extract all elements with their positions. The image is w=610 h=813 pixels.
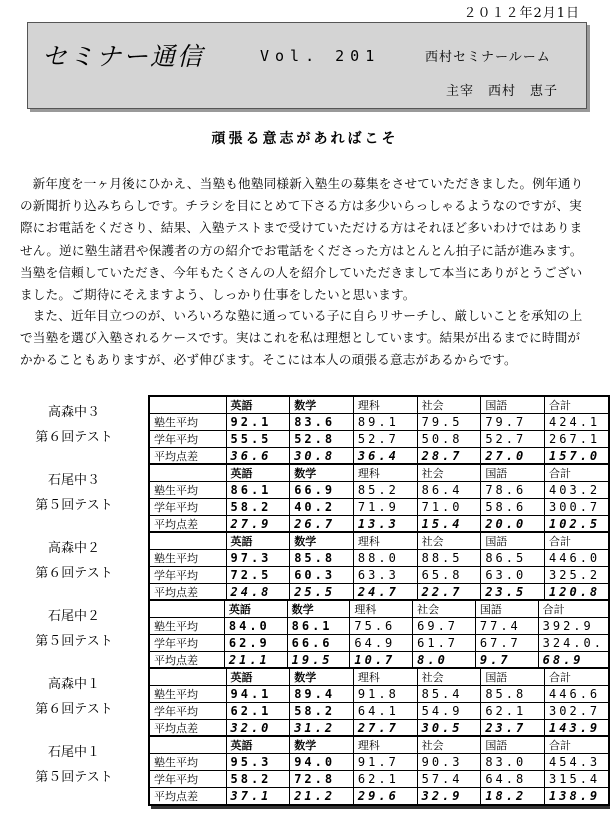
- table-header-row: [149, 600, 609, 618]
- column-header: 合計: [545, 464, 609, 482]
- test-name: 第５回テスト: [35, 634, 113, 649]
- score-cell: 32.0: [226, 720, 290, 738]
- score-cell: 64.1: [353, 703, 417, 720]
- table-corner-cell: [149, 736, 226, 754]
- score-cell: 83.0: [481, 754, 545, 771]
- school-name: 高森中１: [47, 677, 100, 692]
- score-cell: 79.5: [417, 414, 481, 431]
- column-header: 国語: [481, 532, 545, 550]
- score-cell: 22.7: [417, 584, 481, 602]
- score-cell: 90.3: [417, 754, 481, 771]
- score-cell: 62.1: [481, 703, 545, 720]
- score-cell: 325.2: [545, 567, 609, 584]
- score-table: [148, 667, 610, 738]
- score-group: [0, 531, 610, 603]
- score-cell: 57.4: [417, 771, 481, 788]
- score-cell: 37.1: [226, 788, 290, 806]
- score-cell: 63.0: [481, 567, 545, 584]
- score-cell: 91.7: [353, 754, 417, 771]
- row-label: 塾生平均: [149, 414, 226, 431]
- score-cell: 83.6: [290, 414, 354, 431]
- score-cell: 36.4: [353, 448, 417, 466]
- column-header: 合計: [538, 600, 609, 618]
- column-header: 合計: [545, 396, 609, 414]
- school-name: 石尾中２: [47, 609, 100, 624]
- column-header: 理科: [353, 464, 417, 482]
- score-cell: 89.4: [290, 686, 354, 703]
- score-cell: 267.1: [545, 431, 609, 448]
- score-cell: 88.5: [417, 550, 481, 567]
- row-label: 平均点差: [149, 720, 226, 738]
- score-cell: 30.8: [290, 448, 354, 466]
- score-cell: 27.0: [481, 448, 545, 466]
- score-cell: 50.8: [417, 431, 481, 448]
- score-group: [0, 599, 610, 671]
- row-label: 塾生平均: [149, 686, 226, 703]
- column-header: 英語: [226, 464, 290, 482]
- score-table: [148, 463, 610, 534]
- score-group: [0, 463, 610, 535]
- table-row: [149, 482, 609, 499]
- score-cell: 77.4: [475, 618, 538, 635]
- table-row: [149, 788, 609, 806]
- author-name: 主宰 西村 恵子: [446, 84, 559, 99]
- column-header: 英語: [226, 668, 290, 686]
- table-row: [149, 754, 609, 771]
- score-cell: 66.6: [287, 635, 350, 652]
- score-cell: 19.5: [287, 652, 350, 670]
- score-cell: 392.9: [538, 618, 609, 635]
- score-cell: 302.7: [545, 703, 609, 720]
- score-cell: 72.8: [290, 771, 354, 788]
- table-header-row: [149, 668, 609, 686]
- score-cell: 94.0: [290, 754, 354, 771]
- score-cell: 315.4: [545, 771, 609, 788]
- score-cell: 52.7: [481, 431, 545, 448]
- score-cell: 61.7: [413, 635, 476, 652]
- school-name: 高森中３: [47, 405, 100, 420]
- score-cell: 62.1: [353, 771, 417, 788]
- column-header: 社会: [413, 600, 476, 618]
- test-name: 第６回テスト: [35, 566, 113, 581]
- score-cell: 29.6: [353, 788, 417, 806]
- score-cell: 8.0: [413, 652, 476, 670]
- score-cell: 120.8: [545, 584, 609, 602]
- column-header: 理科: [353, 736, 417, 754]
- table-corner-cell: [149, 600, 224, 618]
- row-label: 塾生平均: [149, 482, 226, 499]
- score-cell: 54.9: [417, 703, 481, 720]
- article-paragraph: 新年度を一ヶ月後にひかえ、当塾も他塾同様新入塾生の募集をさせていただきました。例年通りの新聞折り込みちらしです。チラシを目にとめて下さる方は多少いらっしゃるようなのですが、実際にお電話をくださり、結果、入塾テストまで受けていただける方はそれほど多いわけではありません。逆に塾生諸君や保護者の方の紹介でお電話をくださった方はとんとん拍子に話が進みます。当塾を信頼していただき、今年もたくさんの人を紹介していただきまして本当にありがとうございました。ご期待にそえますよう、しっかり仕事をしたいと思います。: [20, 176, 584, 303]
- table-row: [149, 414, 609, 431]
- score-cell: 138.9: [545, 788, 609, 806]
- score-cell: 36.6: [226, 448, 290, 466]
- score-cell: 63.3: [353, 567, 417, 584]
- score-cell: 62.9: [224, 635, 287, 652]
- score-cell: 52.7: [353, 431, 417, 448]
- school-name: 石尾中３: [47, 473, 100, 488]
- table-corner-cell: [149, 396, 226, 414]
- row-label: 塾生平均: [149, 618, 224, 635]
- score-cell: 69.7: [413, 618, 476, 635]
- score-cell: 85.4: [417, 686, 481, 703]
- score-cell: 102.5: [545, 516, 609, 534]
- score-table: [148, 395, 610, 466]
- row-label: 平均点差: [149, 652, 224, 670]
- test-name: 第５回テスト: [35, 498, 113, 513]
- column-header: 数学: [290, 668, 354, 686]
- score-cell: 58.2: [290, 703, 354, 720]
- score-cell: 64.8: [481, 771, 545, 788]
- column-header: 国語: [481, 736, 545, 754]
- column-header: 数学: [290, 532, 354, 550]
- column-header: 合計: [545, 532, 609, 550]
- score-cell: 58.6: [481, 499, 545, 516]
- score-cell: 86.1: [287, 618, 350, 635]
- table-corner-cell: [149, 532, 226, 550]
- score-cell: 27.9: [226, 516, 290, 534]
- column-header: 社会: [417, 464, 481, 482]
- row-label: 学年平均: [149, 431, 226, 448]
- score-cell: 62.1: [226, 703, 290, 720]
- row-label: 学年平均: [149, 635, 224, 652]
- row-label: 学年平均: [149, 703, 226, 720]
- score-cell: 85.8: [481, 686, 545, 703]
- table-row: [149, 686, 609, 703]
- score-cell: 86.1: [226, 482, 290, 499]
- column-header: 国語: [481, 668, 545, 686]
- table-row: [149, 618, 609, 635]
- score-cell: 40.2: [290, 499, 354, 516]
- column-header: 英語: [226, 532, 290, 550]
- row-label: 学年平均: [149, 499, 226, 516]
- score-group: [0, 735, 610, 807]
- column-header: 英語: [224, 600, 287, 618]
- score-cell: 97.3: [226, 550, 290, 567]
- score-cell: 10.7: [350, 652, 413, 670]
- score-cell: 55.5: [226, 431, 290, 448]
- score-cell: 31.2: [290, 720, 354, 738]
- row-label: 塾生平均: [149, 550, 226, 567]
- test-name: 第５回テスト: [35, 770, 113, 785]
- score-cell: 30.5: [417, 720, 481, 738]
- table-header-row: [149, 532, 609, 550]
- score-cell: 67.7: [475, 635, 538, 652]
- row-label: 平均点差: [149, 584, 226, 602]
- score-cell: 13.3: [353, 516, 417, 534]
- row-label: 平均点差: [149, 516, 226, 534]
- column-header: 国語: [475, 600, 538, 618]
- column-header: 社会: [417, 396, 481, 414]
- table-row: [149, 771, 609, 788]
- score-cell: 88.0: [353, 550, 417, 567]
- column-header: 国語: [481, 396, 545, 414]
- score-cell: 68.9: [538, 652, 609, 670]
- score-cell: 86.4: [417, 482, 481, 499]
- newsletter-title: セミナー通信: [42, 42, 205, 71]
- organization-name: 西村セミナールーム: [425, 50, 551, 65]
- score-cell: 25.5: [290, 584, 354, 602]
- column-header: 英語: [226, 736, 290, 754]
- column-header: 国語: [481, 464, 545, 482]
- score-cell: 89.1: [353, 414, 417, 431]
- score-cell: 21.2: [290, 788, 354, 806]
- column-header: 数学: [287, 600, 350, 618]
- newsletter-banner: [27, 22, 587, 109]
- column-header: 合計: [545, 736, 609, 754]
- score-cell: 26.7: [290, 516, 354, 534]
- score-cell: 91.8: [353, 686, 417, 703]
- score-cell: 71.0: [417, 499, 481, 516]
- score-cell: 84.0: [224, 618, 287, 635]
- score-cell: 324.0.: [538, 635, 609, 652]
- score-cell: 86.5: [481, 550, 545, 567]
- row-label: 学年平均: [149, 567, 226, 584]
- score-cell: 15.4: [417, 516, 481, 534]
- score-cell: 94.1: [226, 686, 290, 703]
- score-cell: 20.0: [481, 516, 545, 534]
- score-cell: 18.2: [481, 788, 545, 806]
- score-table: [148, 531, 610, 602]
- table-row: [149, 703, 609, 720]
- score-cell: 454.3: [545, 754, 609, 771]
- score-cell: 24.8: [226, 584, 290, 602]
- row-label: 平均点差: [149, 448, 226, 466]
- volume-number: Vol. 201: [260, 47, 381, 65]
- score-cell: 27.7: [353, 720, 417, 738]
- score-cell: 21.1: [224, 652, 287, 670]
- column-header: 理科: [350, 600, 413, 618]
- table-row: [149, 499, 609, 516]
- table-row: [149, 550, 609, 567]
- column-header: 社会: [417, 736, 481, 754]
- table-header-row: [149, 396, 609, 414]
- score-cell: 64.9: [350, 635, 413, 652]
- column-header: 数学: [290, 396, 354, 414]
- score-cell: 24.7: [353, 584, 417, 602]
- column-header: 理科: [353, 532, 417, 550]
- score-cell: 446.6: [545, 686, 609, 703]
- score-cell: 85.2: [353, 482, 417, 499]
- column-header: 数学: [290, 464, 354, 482]
- score-cell: 78.6: [481, 482, 545, 499]
- table-corner-cell: [149, 464, 226, 482]
- school-name: 石尾中１: [47, 745, 100, 760]
- score-cell: 32.9: [417, 788, 481, 806]
- issue-date: ２０１２年2月1日: [463, 6, 580, 21]
- score-cell: 28.7: [417, 448, 481, 466]
- score-cell: 23.5: [481, 584, 545, 602]
- column-header: 合計: [545, 668, 609, 686]
- score-cell: 424.1: [545, 414, 609, 431]
- score-cell: 9.7: [475, 652, 538, 670]
- score-cell: 75.6: [350, 618, 413, 635]
- table-row: [149, 635, 609, 652]
- column-header: 理科: [353, 396, 417, 414]
- column-header: 社会: [417, 668, 481, 686]
- score-cell: 143.9: [545, 720, 609, 738]
- score-cell: 71.9: [353, 499, 417, 516]
- test-name: 第６回テスト: [35, 702, 113, 717]
- score-cell: 23.7: [481, 720, 545, 738]
- score-cell: 72.5: [226, 567, 290, 584]
- score-cell: 92.1: [226, 414, 290, 431]
- score-cell: 300.7: [545, 499, 609, 516]
- score-cell: 60.3: [290, 567, 354, 584]
- article-headline: 頑張る意志があればこそ: [211, 131, 399, 147]
- score-cell: 58.2: [226, 771, 290, 788]
- table-header-row: [149, 736, 609, 754]
- score-group: [0, 395, 610, 467]
- score-cell: 52.8: [290, 431, 354, 448]
- score-cell: 66.9: [290, 482, 354, 499]
- score-table: [148, 735, 610, 806]
- score-cell: 95.3: [226, 754, 290, 771]
- table-row: [149, 431, 609, 448]
- column-header: 数学: [290, 736, 354, 754]
- score-cell: 403.2: [545, 482, 609, 499]
- row-label: 平均点差: [149, 788, 226, 806]
- table-corner-cell: [149, 668, 226, 686]
- score-group: [0, 667, 610, 739]
- score-cell: 85.8: [290, 550, 354, 567]
- row-label: 学年平均: [149, 771, 226, 788]
- score-cell: 446.0: [545, 550, 609, 567]
- article-paragraph: また、近年目立つのが、いろいろな塾に通っている子に自らリサーチし、厳しいことを承知の上で当塾を選び入塾されるケースです。実はこれを私は理想としています。結果が出るまでに時間がかかることもありますが、必ず伸びます。そこには本人の頑張る意志があるからです。: [20, 308, 583, 368]
- score-cell: 157.0: [545, 448, 609, 466]
- score-cell: 65.8: [417, 567, 481, 584]
- column-header: 社会: [417, 532, 481, 550]
- score-cell: 79.7: [481, 414, 545, 431]
- column-header: 英語: [226, 396, 290, 414]
- table-header-row: [149, 464, 609, 482]
- column-header: 理科: [353, 668, 417, 686]
- row-label: 塾生平均: [149, 754, 226, 771]
- table-row: [149, 567, 609, 584]
- school-name: 高森中２: [47, 541, 100, 556]
- score-table: [148, 599, 610, 670]
- score-cell: 58.2: [226, 499, 290, 516]
- test-name: 第６回テスト: [35, 430, 113, 445]
